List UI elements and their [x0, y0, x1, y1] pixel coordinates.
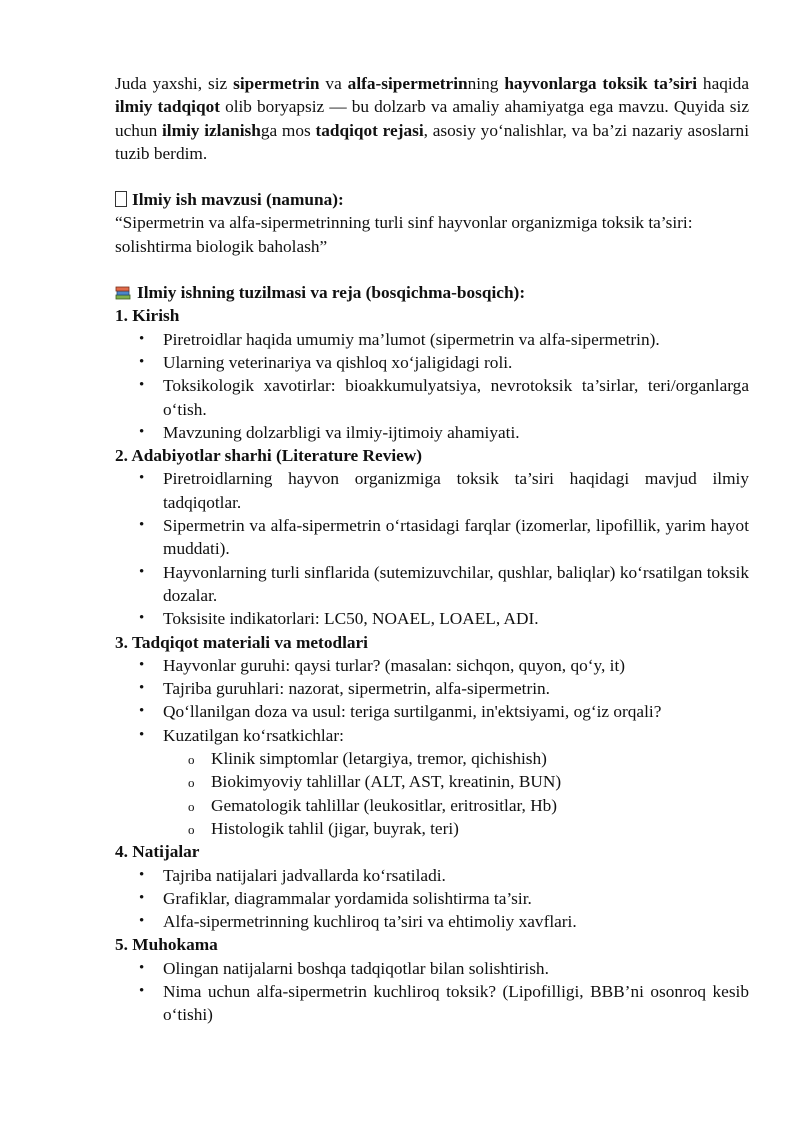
section-title: 4. Natijalar	[115, 842, 200, 862]
section-title: 1. Kirish	[115, 306, 180, 326]
section-list	[115, 957, 749, 1027]
intro-text-7: , asosiy yo‘nalishlar, va ba’zi nazariy asoslarni tuzib berdim.	[115, 120, 749, 163]
list-item: • Mavzuning dolzarbligi va ilmiy-ijtimoiy ahamiyati.	[115, 421, 749, 444]
section-title: 5. Muhokama	[115, 935, 218, 955]
intro-text-1: Juda yaxshi, siz	[115, 74, 234, 93]
sub-list-item: o Biokimyoviy tahlillar (ALT, AST, kreatinin, BUN)	[115, 770, 749, 793]
sub-list-item: o Gematologik tahlillar (leukositlar, eritrositlar, Hb)	[115, 794, 749, 817]
topic-text: “Sipermetrin va alfa-sipermetrinning turli sinf hayvonlar organizmiga toksik ta’siri: solishtirma biologik baholash”	[115, 213, 693, 256]
list-item: • Qo‘llanilgan doza va usul: teriga surtilganmi, in'ektsiyami, og‘iz orqali?	[115, 700, 749, 723]
list-item: • Alfa-sipermetrinning kuchliroq ta’siri va ehtimoliy xavflari.	[115, 910, 749, 933]
section-title: 3. Tadqiqot materiali va metodlari	[115, 632, 368, 652]
list-item: • Hayvonlarning turli sinflarida (sutemizuvchilar, qushlar, baliqlar) ko‘rsatilgan toksik dozalar.	[115, 561, 749, 608]
missing-glyph-icon	[115, 191, 127, 207]
intro-text-3: ning	[467, 74, 505, 93]
list-item: • Kuzatilgan ko‘rsatkichlar:	[115, 724, 749, 747]
list-item: • Olingan natijalarni boshqa tadqiqotlar bilan solishtirish.	[115, 957, 749, 980]
spacer	[115, 165, 749, 188]
list-item: • Grafiklar, diagrammalar yordamida solishtirma ta’sir.	[115, 887, 749, 910]
list-item: • Piretroidlarning hayvon organizmiga toksik ta’siri haqidagi mavjud ilmiy tadqiqotlar.	[115, 467, 749, 514]
intro-bold-1: sipermetrin	[233, 74, 320, 93]
intro-bold-4: ilmiy tadqiqot	[115, 97, 220, 117]
intro-bold-2: alfa-sipermetrin	[347, 74, 468, 93]
section-title: 2. Adabiyotlar sharhi (Literature Review)	[115, 446, 423, 466]
list-item: • Ularning veterinariya va qishloq xo‘jaligidagi roli.	[115, 351, 749, 374]
section-list	[115, 467, 749, 630]
intro-bold-3: hayvonlarga toksik ta’siri	[504, 74, 697, 93]
topic-heading-text: Ilmiy ish mavzusi (namuna):	[132, 190, 344, 210]
list-item: • Tajriba natijalari jadvallarda ko‘rsatiladi.	[115, 864, 749, 887]
intro-text-6: ga mos	[260, 120, 316, 140]
topic-heading	[115, 188, 749, 211]
section-list	[115, 864, 749, 934]
intro-text-2: va	[319, 74, 348, 93]
intro-bold-5: ilmiy izlanish	[162, 120, 261, 140]
books-icon	[115, 286, 131, 300]
list-item: • Hayvonlar guruhi: qaysi turlar? (masalan: sichqon, quyon, qo‘y, it)	[115, 654, 749, 677]
document-page	[115, 72, 749, 1027]
list-item: • Nima uchun alfa-sipermetrin kuchliroq toksik? (Lipofilligi, BBB’ni osonroq kesib o‘tishi)	[115, 980, 749, 1027]
intro-paragraph	[115, 72, 749, 165]
list-item: • Sipermetrin va alfa-sipermetrin o‘rtasidagi farqlar (izomerlar, lipofillik, yarim hayot muddati).	[115, 514, 749, 561]
list-item: • Piretroidlar haqida umumiy ma’lumot (sipermetrin va alfa-sipermetrin).	[115, 328, 749, 351]
intro-bold-6: tadqiqot rejasi	[315, 120, 424, 140]
intro-text-5: olib boryapsiz — bu dolzarb va amaliy ahamiyatga ega mavzu. Quyida siz uchun	[115, 97, 749, 140]
sub-list	[115, 747, 749, 840]
spacer	[115, 258, 749, 281]
list-item: • Tajriba guruhlari: nazorat, sipermetrin, alfa-sipermetrin.	[115, 677, 749, 700]
section-list	[115, 654, 749, 747]
intro-text-4: haqida	[697, 74, 749, 93]
sub-list-item: o Klinik simptomlar (letargiya, tremor, qichishish)	[115, 747, 749, 770]
list-item: • Toksisite indikatorlari: LC50, NOAEL, LOAEL, ADI.	[115, 607, 749, 630]
section-list	[115, 328, 749, 444]
structure-heading	[115, 281, 749, 304]
list-item: • Toksikologik xavotirlar: bioakkumulyatsiya, nevrotoksik ta’sirlar, teri/organlarga o‘tish.	[115, 374, 749, 421]
structure-heading-text: Ilmiy ishning tuzilmasi va reja (bosqichma-bosqich):	[137, 283, 526, 303]
sub-list-item: o Histologik tahlil (jigar, buyrak, teri)	[115, 817, 749, 840]
